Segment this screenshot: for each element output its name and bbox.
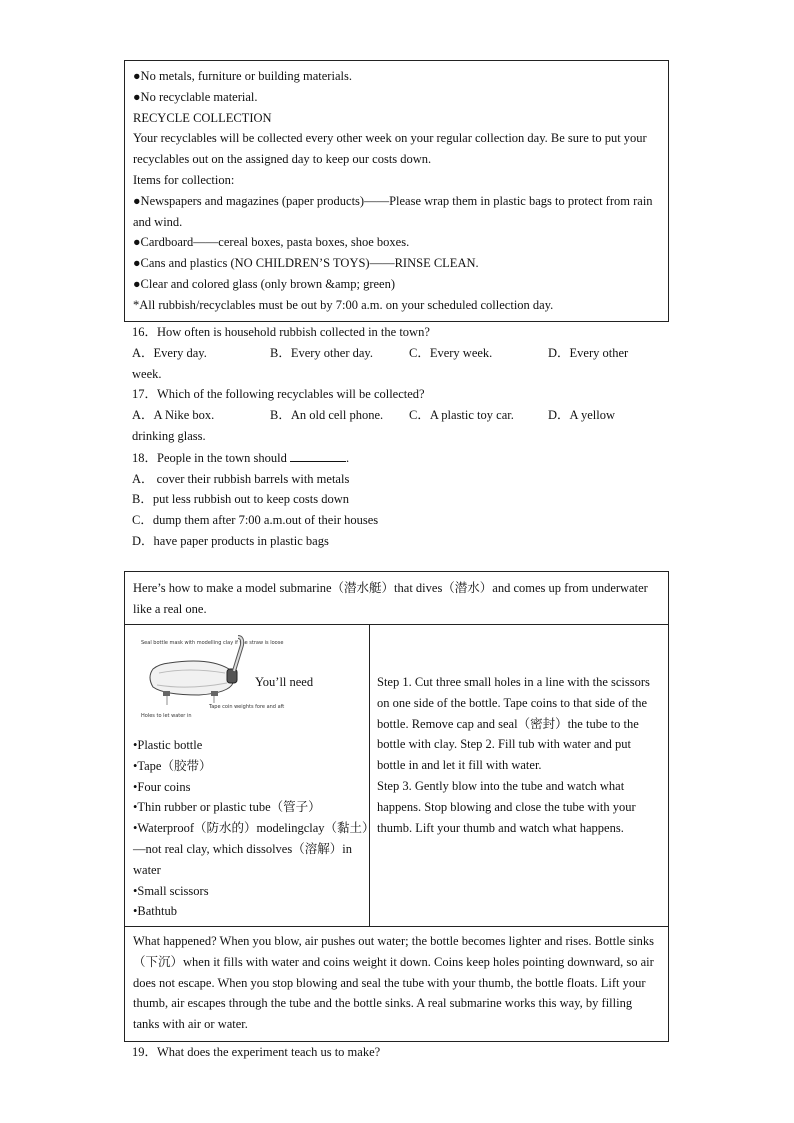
steps-1-2: Step 1. Cut three small holes in a line with the scissors on one side of the bottle. Tape coins to that side of the bottle. Remove cap and seal（密封）the tube to the bottle with clay. Step 2. Fill tub with water and put bottle in and let it fill with water. bbox=[377, 675, 650, 773]
notice-line: *All rubbish/recyclables must be out by 7:00 a.m. on your scheduled collection day. bbox=[133, 297, 554, 312]
diagram-label-left: Holes to let water in bbox=[141, 713, 192, 719]
question-16: 16．How often is household rubbish collected in the town? bbox=[132, 325, 430, 339]
diagram-label-top: Seal bottle mask with modelling clay if the straw is loose bbox=[141, 640, 284, 646]
notice-heading: RECYCLE COLLECTION bbox=[133, 110, 272, 125]
q16-option-c[interactable]: C．Every week. bbox=[409, 345, 493, 360]
notice-line: ●No metals, furniture or building materials. bbox=[133, 69, 352, 83]
submarine-box bbox=[124, 571, 669, 1042]
q17-option-b[interactable]: B．An old cell phone. bbox=[270, 408, 384, 423]
recycle-notice-box bbox=[124, 60, 669, 322]
q18-stem: 18．People in the town should bbox=[132, 450, 287, 465]
step-3: Step 3. Gently blow into the tube and watch what happens. Stop blowing and close the tube with your thumb. Lift your thumb and watch what happens. bbox=[377, 778, 636, 835]
needs-row bbox=[133, 625, 369, 735]
you-need-label: You’ll need bbox=[255, 675, 314, 689]
notice-line: Items for collection: bbox=[133, 172, 235, 187]
question-18 bbox=[132, 447, 672, 469]
q17-options bbox=[132, 405, 672, 426]
questions-16-18 bbox=[132, 322, 672, 552]
what-happened-text: What happened? When you blow, air pushes out water; the bottle becomes lighter and rises. Bottle sinks（下沉）when it fills with water and coins weight it down. Coins keep holes pointing downward, so air does not escape. When you stop blowing and seal the tube with your thumb, the bottle floats. Lift your thumb, air escapes through the tube and the bottle sinks. A real submarine works this way, by filling tanks with air or water. bbox=[133, 934, 655, 1032]
q16-option-a[interactable]: A．Every day. bbox=[132, 345, 207, 360]
q17-option-c[interactable]: C．A plastic toy car. bbox=[409, 408, 514, 423]
notice-line: ●Cans and plastics (NO CHILDREN’S TOYS)——RINSE CLEAN. bbox=[133, 256, 479, 271]
material-item: •Bathtub bbox=[133, 904, 177, 919]
notice-line: ●Clear and colored glass (only brown &amp; green) bbox=[133, 276, 395, 291]
what-happened-cell bbox=[125, 927, 668, 1035]
q18-option-d[interactable]: D．have paper products in plastic bags bbox=[132, 533, 329, 548]
q18-option-c[interactable]: C．dump them after 7:00 a.m.out of their houses bbox=[132, 513, 379, 528]
submarine-intro-cell bbox=[125, 572, 668, 625]
q16-option-d-wrap: week. bbox=[132, 366, 162, 381]
q16-option-b[interactable]: B．Every other day. bbox=[270, 345, 373, 360]
notice-line: ●Newspapers and magazines (paper products)——Please wrap them in plastic bags to protect from rain and wind. bbox=[133, 193, 653, 229]
notice-line: ●No recyclable material. bbox=[133, 89, 258, 104]
notice-line: ●Cardboard——cereal boxes, pasta boxes, shoe boxes. bbox=[133, 235, 410, 250]
submarine-intro: Here’s how to make a model submarine（潜水艇）that dives（潜水）and comes up from underwater like a real one. bbox=[133, 581, 648, 616]
diagram-label-right: Tape coin weights fore and aft bbox=[209, 704, 285, 710]
q18-stem-end: . bbox=[345, 450, 350, 465]
materials-list bbox=[133, 735, 369, 922]
material-item: •Small scissors bbox=[133, 883, 209, 898]
question-17: 17．Which of the following recyclables will be collected? bbox=[132, 387, 425, 402]
material-item: •Tape（胶带） bbox=[133, 758, 212, 773]
material-item: •Waterproof（防水的）modelingclay（黏土）—not real clay, which dissolves（溶解）in water bbox=[133, 821, 369, 877]
q16-options bbox=[132, 343, 672, 364]
material-item: •Thin rubber or plastic tube（管子） bbox=[133, 800, 321, 815]
q16-option-d[interactable]: D．Every other bbox=[548, 345, 629, 360]
materials-cell bbox=[125, 625, 370, 927]
notice-line: Your recyclables will be collected every other week on your regular collection day. Be sure to put your recyclables out on the assigned day to keep our costs down. bbox=[133, 131, 647, 167]
q17-option-d[interactable]: D．A yellow bbox=[548, 408, 616, 423]
answer-blank[interactable] bbox=[290, 447, 346, 462]
steps-cell bbox=[370, 625, 668, 927]
q18-option-a[interactable]: A． cover their rubbish barrels with metals bbox=[132, 471, 350, 486]
material-item: •Plastic bottle bbox=[133, 738, 203, 752]
q17-option-d-wrap: drinking glass. bbox=[132, 428, 206, 443]
material-item: •Four coins bbox=[133, 779, 191, 794]
q18-option-b[interactable]: B．put less rubbish out to keep costs down bbox=[132, 492, 350, 507]
question-19: 19．What does the experiment teach us to make? bbox=[132, 1045, 381, 1059]
q17-option-a[interactable]: A．A Nike box. bbox=[132, 408, 215, 423]
